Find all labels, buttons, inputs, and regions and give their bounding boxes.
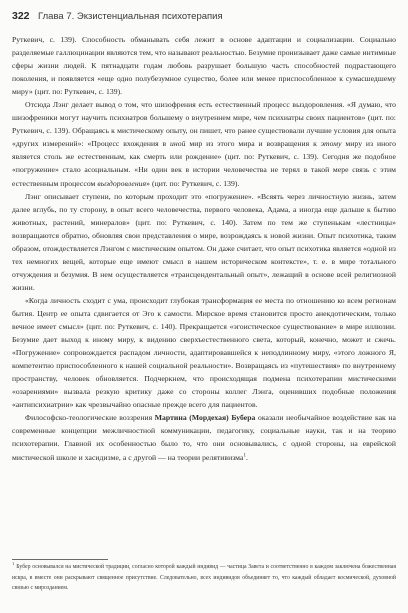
paragraph-text: «Когда личность сходит с ума, происходит глубокая трансформация ее места по отношению ко всем регионам бытия. Центр ее опыта сдвигается от Эго к самости. Мирское время становится просто анекдотическим, только вечное имеет смысл» (цит. по: Руткевич, с. 140). Прекращается «эгоистическое существование» в мире иллюзии. Безумие дает выход к иному миру, к видению сверхъестественного света, который, конечно, может и сжечь. «Погружение» сопровождается распадом личности, адаптировавшейся к неподлинному миру, «этого ложного Я, компетентно приспособленного к нашей социальной реальности». Возвращаясь из «путешествия» по внутреннему пространству, человек обновляется. Подчеркнем, что происходящая подмена психотерапии мистическими «озарениями» вызвала резкую критику даже со стороны коллег Лэнга, оценивших подобные положения «антипсихиатрии» как чрезвычайно опасные прежде всего для пациентов. bbox=[12, 295, 396, 410]
paragraph-text: Руткевич, с. 139). Способность обманывать себя лежит в основе адаптации и социализации. Социально разделяемые галлюцинации являются тем, что называют реальностью. Безумие пронизывает даже самые интимные сферы жизни людей. К пятнадцати годам любовь разрушает большую часть способностей подрастающего поколения, и появляется «еще одно полубезумное существо, более или менее приспособленное к сумасшедшему миру» (цит. по: Руткевич, с. 139). bbox=[12, 35, 396, 97]
footnote-marker: 1 bbox=[12, 561, 15, 567]
paragraph bbox=[12, 190, 396, 294]
text-run: » (цит. по: Руткевич, с. 139). bbox=[146, 178, 240, 188]
footnote-text: Бубер основывался на мистической традиции, согласно которой каждый индивид — частица Завета и соответственно в каждом заключена божественная искра, в вместе они раскрывают священное присутствие. Следовательно, всех индивидов объединяет то, что каждый обладает космической, духовной связью с мирозданием. bbox=[12, 564, 396, 592]
page-number: 322 bbox=[12, 10, 30, 22]
text-run: мир из этого мира и возвращения к bbox=[185, 139, 321, 149]
footnote-ref: 1 bbox=[243, 452, 247, 458]
chapter-title: Глава 7. Экзистенциальная психотерапия bbox=[38, 11, 223, 22]
text-run: Философско-теологические воззрения bbox=[25, 413, 155, 423]
paragraph bbox=[12, 98, 396, 189]
text-run: миру из иного является столь же естественным, как смерть или рождение» (цит. по: Руткевич, с. 139). Сегодня же подобное «погружение» стало асоциальным. «Ни один век в истории человечества не терял в такой мере связь с этим естественным процессом bbox=[12, 139, 396, 188]
paragraph bbox=[12, 294, 396, 411]
italic-text: этому bbox=[320, 139, 342, 149]
paragraph bbox=[12, 33, 396, 98]
text-run: оказали необычайное воздействие как на современные концепции межличностной коммуникации, педагогику, социальные науки, так и на теорию психотерапии. Главной их особенностью было то, что они основывались, с одной стороны, на еврейской мистической школе и хасидизме, а с другой — на теории релятивизма bbox=[12, 413, 396, 462]
body-text bbox=[12, 33, 396, 464]
bold-text: Мартина (Мордехая) Бубера bbox=[154, 413, 256, 423]
text-run: . bbox=[246, 452, 248, 462]
text-run: Отсюда Лэнг делает вывод о том, что шизофрения есть естественный процесс выздоровления. «Я думаю, что шизофреники могут научить психиатров большему о внутреннем мире, чем психиатры своих пациентов» (цит. по: Руткевич, с. 139). Обращаясь к мистическому опыту, он пишет, что ранее существовали лучшие условия для опыта «других измерений»: «Процесс вхождения в bbox=[12, 100, 396, 149]
paragraph-text: Лэнг описывает ступени, по которым проходит это «погружение». «Всяять через личностную жизнь, затем далее вглубь, по ту сторону, в опыт всего человечества, первого человека, Адама, а иногда еще дальше к бытию животных, растений, минералов» (цит. по: Руткевич, с. 140). Затем по тем же ступенькам «лестницы» возвращаются обратно, обновляя свои представления о мире, возрождаясь к новой жизни. Опыт психотика, таким образом, отождествляется Лэнгом с мистическим опытом. Он даже считает, что опыт психотика является «одной из тех немногих вещей, которые еще имеют смысл в нашем историческом контексте», т. е. в мире тотального отчуждения и безумия. В нем осуществляется «трансцендентальный опыт», лежащий в основе всей религиозной жизни. bbox=[12, 191, 396, 292]
running-header bbox=[12, 9, 396, 23]
footnote bbox=[12, 562, 396, 594]
paragraph bbox=[12, 411, 396, 463]
footnote-separator bbox=[12, 559, 108, 560]
italic-text: выздоровления bbox=[97, 178, 147, 188]
italic-text: иной bbox=[170, 139, 186, 149]
